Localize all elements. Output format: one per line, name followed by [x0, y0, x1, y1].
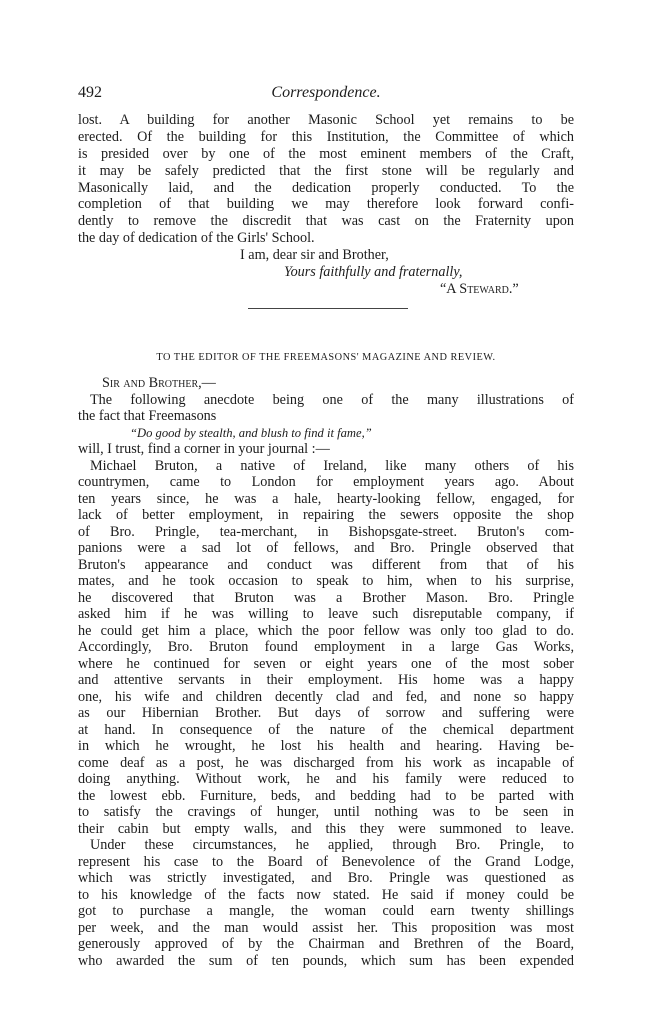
- text-line: is presided over by one of the most eminent members of the Craft,: [78, 145, 574, 162]
- text-line: countrymen, came to London for employment years ago. About: [78, 474, 574, 490]
- text-line: one, his wife and children decently clad and fed, and none so happy: [78, 688, 574, 705]
- text-line: completion of that building we may therefore look forward confi-: [78, 196, 574, 213]
- text-line: panions were a sad lot of fellows, and Bro. Pringle observed that: [78, 540, 574, 556]
- text-line: mates, and he took occasion to speak to him, when to his surprise,: [78, 573, 574, 589]
- text-line: doing anything. Without work, he and his family were reduced to: [78, 771, 574, 787]
- page-number: 492: [78, 84, 102, 101]
- text-line: where he continued for seven or eight years one of the most sober: [78, 655, 574, 672]
- letter-1-body: [78, 112, 574, 298]
- text-line: asked him if he was willing to leave such disreputable company, if: [78, 606, 574, 622]
- text-line: at hand. In consequence of the nature of the chemical department: [78, 721, 574, 738]
- text-line: who awarded the sum of ten pounds, which sum has been expended: [78, 952, 574, 969]
- quotation: “Do good by stealth, and blush to find it fame,”: [130, 425, 372, 440]
- text-line: got to purchase a mangle, the woman could earn twenty shillings: [78, 903, 574, 919]
- text-line: as our Hibernian Brother. But days of sorrow and suffering were: [78, 705, 574, 721]
- running-title: Correspondence.: [271, 84, 381, 101]
- text-line: the lowest ebb. Furniture, beds, and bedding had to be parted with: [78, 787, 574, 804]
- text-line: of Bro. Pringle, tea-merchant, in Bishopsgate-street. Bruton's com-: [78, 523, 574, 540]
- text-line: Accordingly, Bro. Bruton found employment in a large Gas Works,: [78, 639, 574, 655]
- closing-line: I am, dear sir and Brother,: [240, 247, 389, 264]
- text-line: Bruton's appearance and conduct was different from that of his: [78, 556, 574, 573]
- text-line: and attentive servants in their employment. His home was a happy: [78, 672, 574, 688]
- letter-2-address: TO THE EDITOR OF THE FREEMASONS' MAGAZINE AND REVIEW.: [156, 352, 496, 363]
- letter-2-body: [78, 375, 574, 969]
- text-line: he discovered that Bruton was a Brother Mason. Bro. Pringle: [78, 589, 574, 606]
- signature: “A Steward.”: [440, 280, 519, 297]
- text-line: per week, and the man would assist her. This proposition was most: [78, 919, 574, 936]
- text-line: which was strictly investigated, and Bro. Pringle was questioned as: [78, 870, 574, 886]
- text-line: to satisfy the cravings of hunger, until nothing was to be seen in: [78, 804, 574, 820]
- section-divider: [248, 308, 408, 309]
- text-line: come deaf as a post, he was discharged from his work as incapable of: [78, 754, 574, 771]
- text-line: the day of dedication of the Girls' School.: [78, 230, 315, 247]
- text-line: Under these circumstances, he applied, through Bro. Pringle, to: [90, 837, 574, 853]
- text-line: he could get him a place, which the poor fellow was only too glad to do.: [78, 622, 574, 639]
- text-line: erected. Of the building for this Institution, the Committee of which: [78, 128, 574, 145]
- text-line: the fact that Freemasons: [78, 408, 217, 424]
- text-line: ten years since, he was a hale, hearty-looking fellow, engaged, for: [78, 490, 574, 507]
- text-line: represent his case to the Board of Benevolence of the Grand Lodge,: [78, 853, 574, 870]
- closing-line: Yours faithfully and fraternally,: [284, 264, 463, 281]
- text-line: dently to remove the discredit that was cast on the Fraternity upon: [78, 213, 574, 230]
- text-line: it may be safely predicted that the first stone will be regularly and: [78, 162, 574, 179]
- text-line: Masonically laid, and the dedication properly conducted. To the: [78, 179, 574, 196]
- text-line: generously approved of by the Chairman and Brethren of the Board,: [78, 936, 574, 952]
- text-line: in which he wrought, he lost his health and hearing. Having be-: [78, 738, 574, 754]
- text-line: The following anecdote being one of the many illustrations of: [90, 391, 574, 408]
- text-line: lost. A building for another Masonic School yet remains to be: [78, 112, 574, 128]
- text-line: to his knowledge of the facts now stated. He said if money could be: [78, 886, 574, 903]
- page-header: [78, 84, 574, 106]
- text-line: lack of better employment, in repairing the sewers opposite the shop: [78, 507, 574, 523]
- text-line: Michael Bruton, a native of Ireland, like many others of his: [90, 457, 574, 474]
- salutation: Sir and Brother,—: [102, 375, 216, 391]
- text-line: their cabin but empty walls, and this they were summoned to leave.: [78, 820, 574, 837]
- text-line: will, I trust, find a corner in your journal :—: [78, 441, 330, 457]
